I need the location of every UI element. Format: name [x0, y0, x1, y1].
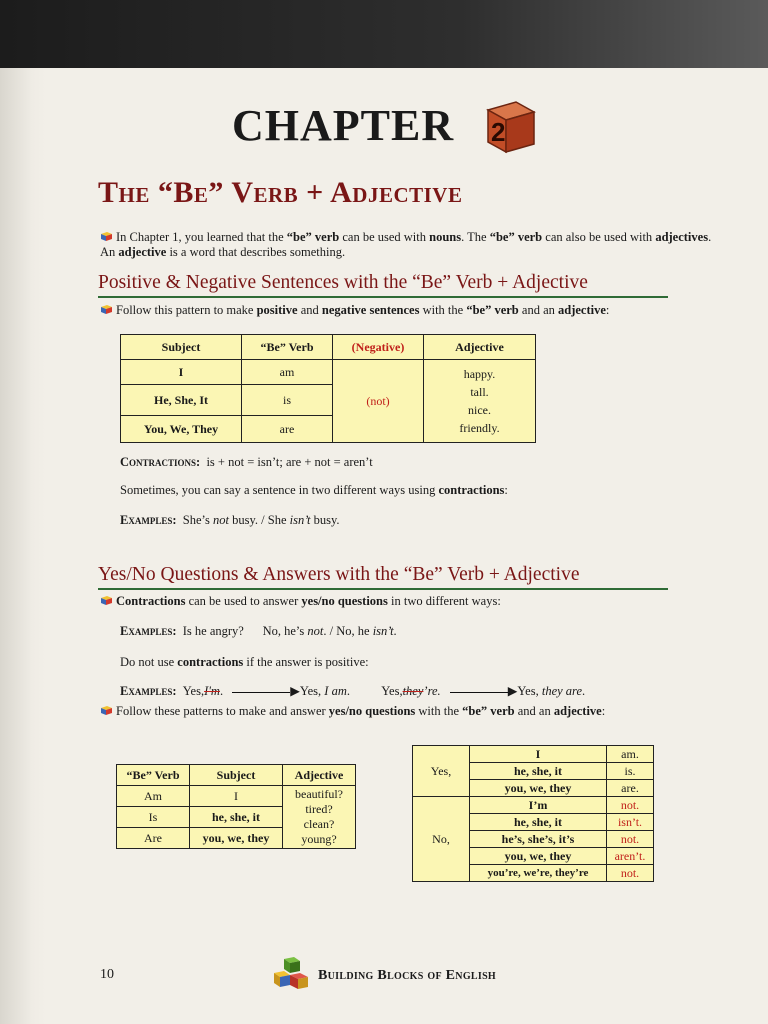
example-answer: isn’t	[372, 624, 394, 638]
cube-bullet-icon	[100, 304, 113, 315]
table-cell-subject: I	[121, 360, 242, 385]
example-answer: . / No, he	[323, 624, 373, 638]
table-header: Adjective	[283, 765, 356, 786]
intro-text: “be” verb	[286, 230, 340, 244]
instruction-text: and	[297, 303, 322, 317]
adjective-item: tired?	[305, 802, 333, 816]
intro-text: is a word that describes something.	[166, 245, 346, 259]
contractions-line	[120, 455, 373, 470]
instruction-text: yes/no questions	[328, 704, 416, 718]
table-cell-subject: you, we, they	[190, 828, 283, 849]
chapter-number-cube-icon	[482, 96, 538, 156]
instruction-text: yes/no questions	[301, 594, 388, 608]
instruction-text: :	[601, 704, 606, 718]
sometimes-text: :	[504, 483, 508, 497]
section1-rule	[98, 296, 668, 298]
table-cell-verb: not.	[607, 831, 654, 848]
table-cell-subject: he, she, it	[190, 807, 283, 828]
arrow-head-icon: ▶	[507, 684, 518, 698]
table-cell-verb: not.	[607, 797, 654, 814]
table-cell-subject: you, we, they	[470, 848, 607, 865]
cube-bullet-icon	[100, 595, 113, 606]
intro-text: . The	[461, 230, 490, 244]
wrong-answer: .	[219, 684, 224, 698]
table-cell-verb: aren’t.	[607, 848, 654, 865]
intro-text: nouns	[429, 230, 462, 244]
section2-rule	[98, 588, 668, 590]
adjective-item: happy.	[463, 367, 496, 381]
right-answer: .	[346, 684, 350, 698]
contractions-label: Contractions:	[120, 455, 201, 469]
sometimes-text: Sometimes, you can say a sentence in two different ways using	[120, 483, 439, 497]
section1-heading: Positive & Negative Sentences with the “Be” Verb + Adjective	[98, 272, 588, 293]
note-text: contractions	[177, 655, 244, 669]
table-cell-negative: (not)	[333, 360, 424, 443]
page-number: 10	[100, 967, 114, 982]
table-cell-verb: Is	[117, 807, 190, 828]
instruction-text: “be” verb	[462, 704, 515, 718]
table-cell-adjectives	[283, 786, 356, 849]
adjective-item: beautiful?	[295, 787, 343, 801]
examples-label: Examples:	[120, 684, 177, 698]
building-blocks-icon	[272, 957, 310, 989]
crossed-out-contraction: I'm	[204, 684, 220, 698]
table-cell-subject: I	[470, 746, 607, 763]
table-cell-subject: He, She, It	[121, 385, 242, 416]
table-cell-subject: he, she, it	[470, 814, 607, 831]
adjective-item: clean?	[303, 817, 335, 831]
adjective-item: friendly.	[459, 421, 500, 435]
instruction-text: Follow these patterns to make and answer	[116, 704, 329, 718]
instruction-text: :	[605, 303, 610, 317]
section2-instruction1	[100, 594, 501, 609]
example2-line	[120, 624, 397, 639]
example-answer: No, he’s	[262, 624, 308, 638]
right-answer: Yes,	[517, 684, 542, 698]
table-cell-verb: is	[242, 385, 333, 416]
table-header: “Be” Verb	[117, 765, 190, 786]
page-title: The “Be” Verb + Adjective	[98, 176, 463, 209]
book-title: Building Blocks of English	[318, 968, 497, 983]
intro-text: can also be used with	[542, 230, 656, 244]
intro-text: In Chapter 1, you learned that the	[116, 230, 287, 244]
adjective-item: nice.	[468, 403, 491, 417]
answer-pattern-table	[412, 745, 654, 882]
instruction-text: Follow this pattern to make	[116, 303, 257, 317]
positive-note	[120, 655, 369, 670]
intro-paragraph	[100, 230, 712, 260]
table-cell-verb: are	[242, 416, 333, 443]
table-cell-verb: Am	[117, 786, 190, 807]
instruction-text: “be” verb	[466, 303, 519, 317]
table-cell-subject: he, she, it	[470, 763, 607, 780]
table-header: Adjective	[424, 335, 536, 360]
instruction-text: positive	[256, 303, 298, 317]
section2-instruction2	[100, 704, 605, 719]
example-text: She’s	[182, 513, 213, 527]
example-text: not	[212, 513, 229, 527]
cube-bullet-icon	[100, 231, 113, 242]
positive-negative-table	[120, 334, 536, 443]
right-answer: I am	[324, 684, 347, 698]
table-cell-verb: is.	[607, 763, 654, 780]
table-cell-subject: You, We, They	[121, 416, 242, 443]
table-cell-subject: he’s, she’s, it’s	[470, 831, 607, 848]
table-header: Subject	[190, 765, 283, 786]
scan-top-edge	[0, 0, 768, 70]
instruction-text: and an	[518, 303, 558, 317]
yes-cell: Yes,	[413, 746, 470, 797]
instruction-text: with the	[415, 704, 463, 718]
table-cell-subject: I’m	[470, 797, 607, 814]
section1-instruction	[100, 303, 609, 318]
note-text: if the answer is positive:	[243, 655, 369, 669]
intro-text: can be used with	[339, 230, 430, 244]
cube-bullet-icon	[100, 705, 113, 716]
sometimes-text: contractions	[438, 483, 505, 497]
adjective-item: young?	[301, 832, 337, 846]
intro-text: “be” verb	[489, 230, 543, 244]
table-cell-verb: Are	[117, 828, 190, 849]
table-cell-subject: you’re, we’re, they’re	[470, 865, 607, 882]
example-answer: not	[307, 624, 324, 638]
instruction-text: with the	[419, 303, 467, 317]
crossed-out-contraction: they	[402, 684, 424, 698]
table-cell-adjectives	[424, 360, 536, 443]
chapter-number: 2	[491, 117, 506, 147]
example1-line	[120, 513, 340, 528]
example-question: Is he angry?	[182, 624, 244, 638]
contractions-text: is + not = isn’t; are + not = aren’t	[206, 455, 373, 469]
instruction-text: negative sentences	[321, 303, 420, 317]
table-cell-subject: you, we, they	[470, 780, 607, 797]
instruction-text: Contractions	[116, 594, 186, 608]
example-text: busy. / She	[228, 513, 290, 527]
instruction-text: in two different ways:	[387, 594, 501, 608]
arrow-line	[450, 692, 508, 693]
right-answer: .	[582, 684, 586, 698]
intro-text: . An	[100, 230, 712, 259]
examples-label: Examples:	[120, 513, 177, 527]
arrow-line	[232, 692, 290, 693]
wrong-answer: ’re.	[423, 684, 441, 698]
question-pattern-table	[116, 764, 356, 849]
table-header-negative: (Negative)	[333, 335, 424, 360]
intro-text: adjectives	[655, 230, 709, 244]
instruction-text: adjective	[558, 303, 606, 317]
instruction-text: and an	[514, 704, 554, 718]
examples-label: Examples:	[120, 624, 177, 638]
note-text: Do not use	[120, 655, 178, 669]
wrong-answer: Yes,	[381, 684, 403, 698]
arrow-head-icon: ▶	[290, 684, 300, 698]
table-cell-verb: not.	[607, 865, 654, 882]
example-answer: .	[393, 624, 397, 638]
intro-text: adjective	[118, 245, 167, 259]
no-cell: No,	[413, 797, 470, 882]
example-text: isn’t	[289, 513, 311, 527]
table-header: Subject	[121, 335, 242, 360]
table-cell-subject: I	[190, 786, 283, 807]
sometimes-line	[120, 483, 508, 498]
example3-line	[120, 684, 680, 699]
section2-heading: Yes/No Questions & Answers with the “Be” Verb + Adjective	[98, 564, 580, 585]
instruction-text: can be used to answer	[185, 594, 302, 608]
table-cell-verb: are.	[607, 780, 654, 797]
instruction-text: adjective	[553, 704, 602, 718]
table-cell-verb: isn’t.	[607, 814, 654, 831]
table-cell-verb: am	[242, 360, 333, 385]
table-cell-verb: am.	[607, 746, 654, 763]
table-header: “Be” Verb	[242, 335, 333, 360]
adjective-item: tall.	[470, 385, 489, 399]
right-answer: Yes,	[299, 684, 325, 698]
wrong-answer: Yes,	[182, 684, 205, 698]
page-gutter	[0, 68, 46, 1024]
example-text: busy.	[310, 513, 340, 527]
right-answer: they are	[541, 684, 583, 698]
chapter-label: CHAPTER	[232, 101, 455, 150]
